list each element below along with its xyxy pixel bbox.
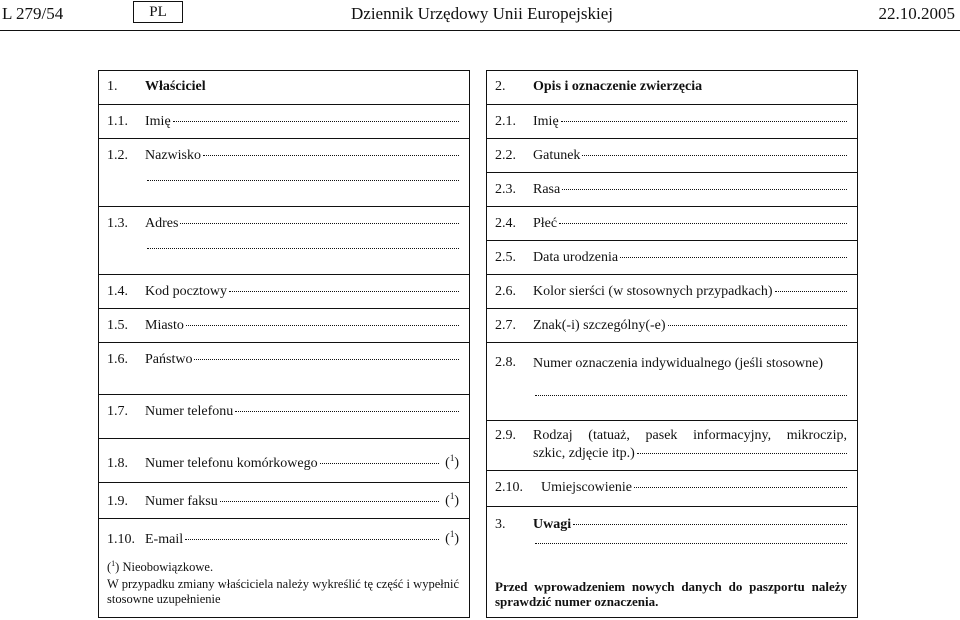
owner-field-fax[interactable]: 1.9. Numer faksu ($^1$) [99,483,469,519]
owner-field-first-name[interactable]: 1.1. Imię [99,105,469,139]
fill-line [147,179,459,181]
footnote: ($^1$) Nieobowiązkowe. [107,559,214,575]
page-reference: L 279/54 [2,4,64,23]
fill-line [203,154,459,156]
page-header [0,0,960,30]
animal-section [486,70,858,618]
fill-line [229,290,459,292]
fill-line [562,188,847,190]
owner-change-note: W przypadku zmiany właściciela należy wykreślić tę część i wypełnić stosowne uzupełnienie [107,577,459,606]
fill-line [194,358,459,360]
header-rule [0,30,960,31]
animal-field-location[interactable]: 2.10. Umiejscowienie [487,471,857,507]
owner-field-mobile[interactable]: 1.8. Numer telefonu komórkowego ($^1$) [99,439,469,483]
owner-field-city[interactable]: 1.5. Miasto [99,309,469,343]
fill-line [220,500,439,502]
owner-section [98,70,470,618]
footnote-ref: ($^1$) [445,491,459,509]
language-badge: PL [133,1,183,23]
owner-title: Właściciel [145,79,206,94]
animal-field-coat-colour[interactable]: 2.6. Kolor sierści (w stosownych przypadkach) [487,275,857,309]
verification-warning: Przed wprowadzeniem nowych danych do paszportu należy sprawdzić numer oznaczenia. [495,579,847,609]
animal-field-species[interactable]: 2.2. Gatunek [487,139,857,173]
owner-field-address[interactable]: 1.3. Adres [99,207,469,275]
owner-field-country[interactable]: 1.6. Państwo [99,343,469,395]
fill-line [320,462,440,464]
fill-line [147,247,459,249]
animal-field-marking-type[interactable]: 2.9. Rodzaj (tatuaż, pasek informacyjny, mikroczip, szkic, zdjęcie itp.) [487,421,857,471]
fill-line [775,290,848,292]
owner-field-phone[interactable]: 1.7. Numer telefonu [99,395,469,439]
journal-title: Dziennik Urzędowy Unii Europejskiej [351,4,614,23]
fill-line [668,324,847,326]
animal-field-id-number[interactable]: 2.8. Numer oznaczenia indywidualnego (jeśli stosowne) [487,343,857,421]
animal-field-name[interactable]: 2.1. Imię [487,105,857,139]
fill-line [235,410,459,412]
owner-field-surname[interactable]: 1.2. Nazwisko [99,139,469,207]
animal-heading: 2. Opis i oznaczenie zwierzęcia [487,71,857,105]
owner-field-email[interactable]: 1.10. E-mail ($^1$) ($^1$) Nieobowiązkowe. W przypadku zmiany właściciela należy wykreślić tę część i wypełnić stosowne uzupełnienie [107,529,459,606]
owner-heading: 1. Właściciel [99,71,469,105]
animal-field-breed[interactable]: 2.3. Rasa [487,173,857,207]
fill-line [185,538,439,540]
fill-line [637,452,847,454]
footnote-ref: ($^1$) [445,453,459,471]
fill-line [559,222,847,224]
publication-date: 22.10.2005 [878,4,955,23]
footnote-ref: ($^1$) [445,529,459,547]
animal-title: Opis i oznaczenie zwierzęcia [533,79,703,94]
fill-line [561,120,847,122]
animal-field-birth-date[interactable]: 2.5. Data urodzenia [487,241,857,275]
remarks-title: Uwagi [533,517,572,532]
fill-line [573,523,847,525]
fill-line [186,324,459,326]
owner-field-postcode[interactable]: 1.4. Kod pocztowy [99,275,469,309]
fill-line [582,154,847,156]
fill-line [535,394,847,396]
remarks-section[interactable]: 3. Uwagi Przed wprowadzeniem nowych danych do paszportu należy sprawdzić numer oznaczenia. [495,517,847,609]
fill-line [180,222,459,224]
animal-field-marks[interactable]: 2.7. Znak(-i) szczególny(-e) [487,309,857,343]
fill-line [535,542,847,544]
fill-line [634,486,847,488]
fill-line [620,256,847,258]
fill-line [173,120,459,122]
animal-field-sex[interactable]: 2.4. Płeć [487,207,857,241]
